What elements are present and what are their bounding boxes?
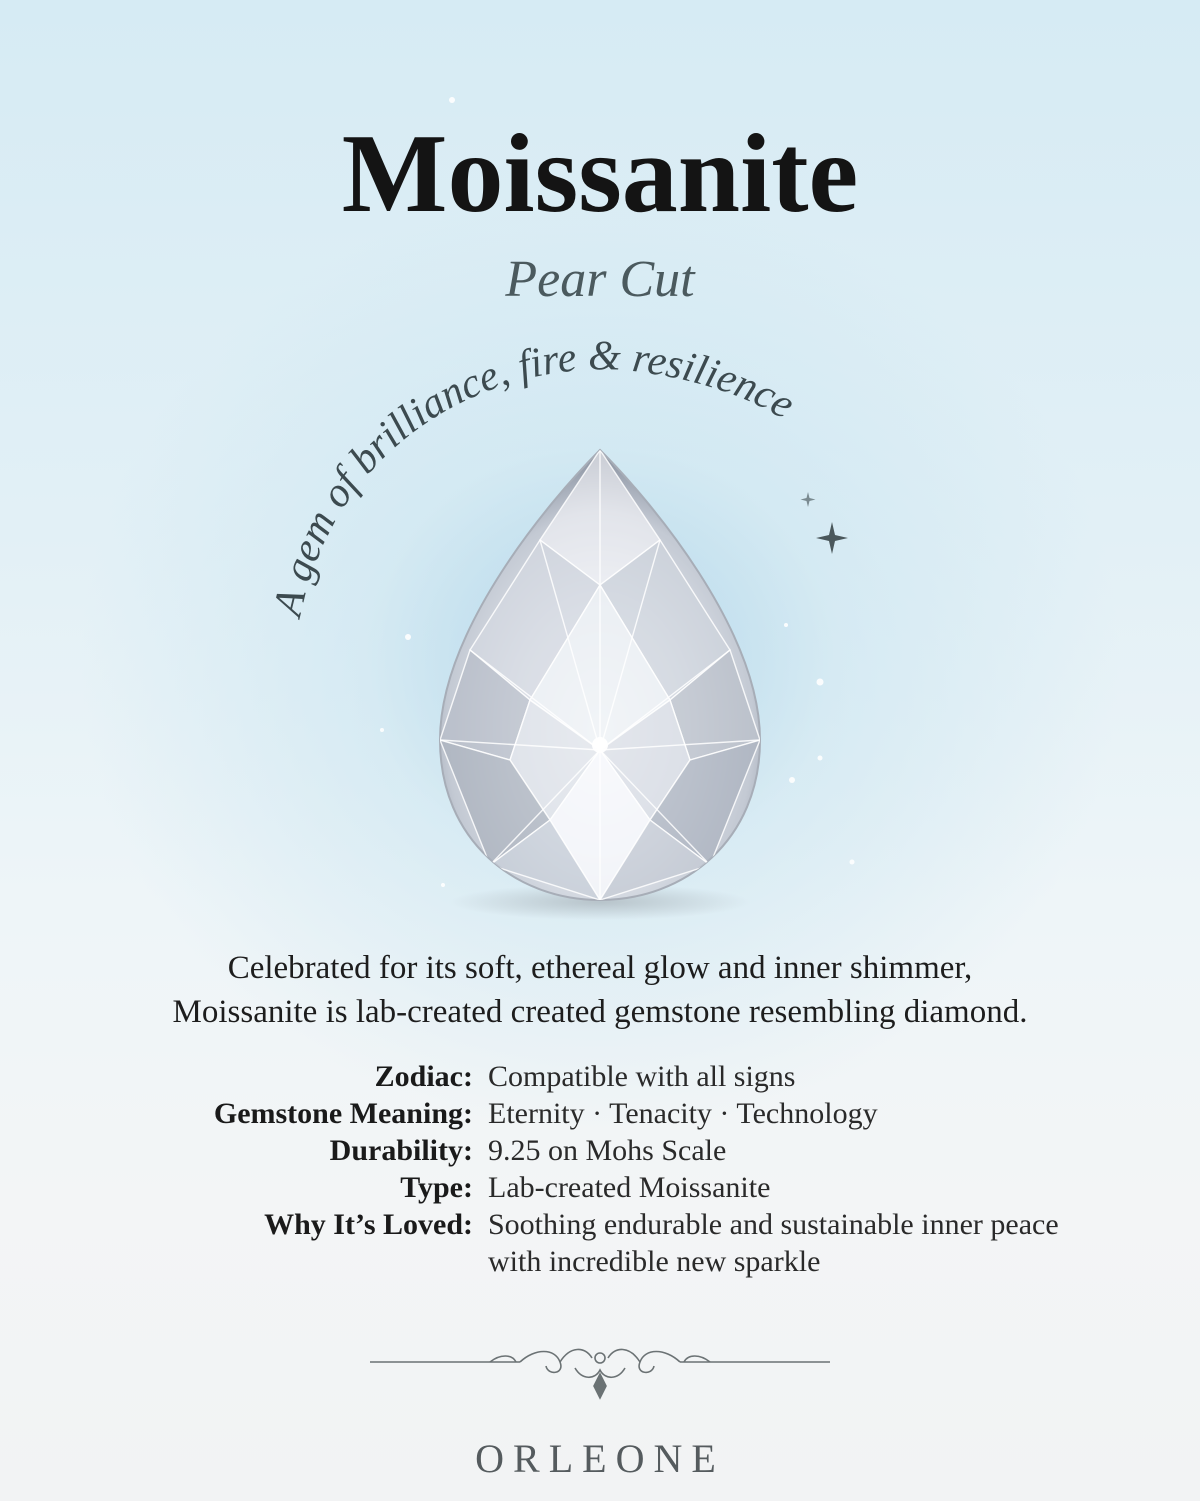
fact-type xyxy=(0,1169,1200,1206)
fact-label: Why It’s Loved: xyxy=(264,1208,473,1241)
facts-list xyxy=(0,1058,1200,1280)
sparkle-icon xyxy=(801,492,816,507)
fact-label: Durability: xyxy=(329,1134,473,1167)
fact-zodiac xyxy=(0,1058,1200,1095)
description-line-2: Moissanite is lab-created created gemstone resembling diamond. xyxy=(172,994,1028,1030)
brand-logo: ORLEONE xyxy=(475,1436,725,1481)
fact-value: Eternity · Tenacity · Technology xyxy=(488,1097,878,1130)
tagline-path: A gem of brilliance, fire & resilience xyxy=(264,333,803,621)
fact-value-line-2: with incredible new sparkle xyxy=(488,1245,821,1278)
fact-value: Lab-created Moissanite xyxy=(488,1171,771,1204)
pear-moissanite-gem-icon xyxy=(400,410,800,930)
description xyxy=(0,946,1200,1034)
fact-label: Gemstone Meaning: xyxy=(213,1097,473,1130)
fact-durability xyxy=(0,1132,1200,1169)
fact-value: Compatible with all signs xyxy=(488,1060,796,1093)
fact-gemstone-meaning xyxy=(0,1095,1200,1132)
page-title: Moissanite xyxy=(341,112,859,236)
fact-value-line-1: Soothing endurable and sustainable inner peace xyxy=(488,1208,1059,1241)
fact-label: Type: xyxy=(400,1171,473,1204)
page-subtitle: Pear Cut xyxy=(505,251,695,308)
fact-why-loved xyxy=(0,1206,1200,1280)
scroll-ornament-icon xyxy=(370,1340,830,1410)
description-line-1: Celebrated for its soft, ethereal glow and inner shimmer, xyxy=(227,950,973,986)
fact-label: Zodiac: xyxy=(374,1060,473,1093)
fact-value: 9.25 on Mohs Scale xyxy=(488,1134,727,1167)
sparkle-icon xyxy=(816,522,848,554)
fact-value xyxy=(488,1206,1128,1280)
